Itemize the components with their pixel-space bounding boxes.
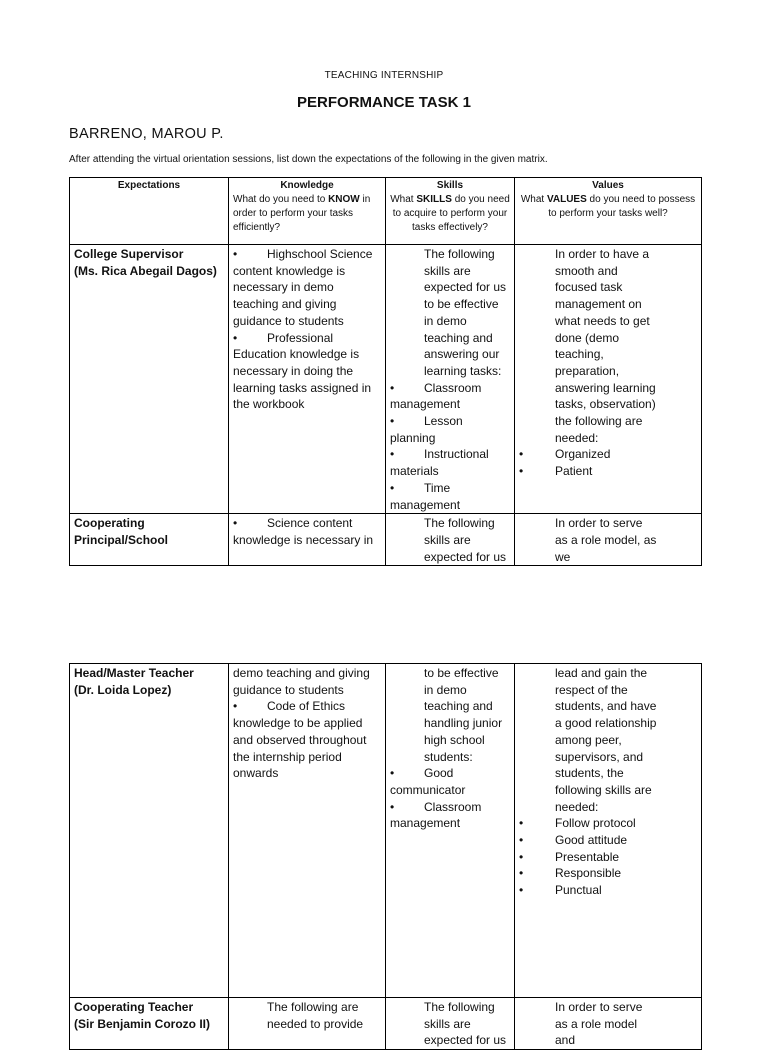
expectations-matrix-page2 xyxy=(69,663,702,1050)
header-values-q1: What xyxy=(520,194,547,205)
values-item: • Good attitude xyxy=(519,833,628,848)
skills-item: • Lesson planning xyxy=(390,414,463,445)
cell-principal-skills xyxy=(386,514,515,566)
values-intro: In order to serve as a role model and xyxy=(555,1000,643,1048)
expectations-matrix-page1 xyxy=(69,177,702,566)
values-item: • Responsible xyxy=(519,866,622,881)
skills-item: • Instructional materials xyxy=(390,447,489,479)
cell-principal-values xyxy=(515,514,702,566)
header-skills xyxy=(386,178,515,245)
knowledge-item-cont: demo teaching and giving guidance to students xyxy=(233,666,370,697)
knowledge-item: Professional Education knowledge is necessary in doing the learning tasks assigned in the workbook xyxy=(233,330,372,412)
header-skills-q-bold: SKILLS xyxy=(416,194,452,205)
header-skills-q2: do you need to acquire to perform your tasks effectively? xyxy=(392,194,510,233)
bullet-icon xyxy=(233,330,267,347)
values-intro: In order to serve as a role model, as we xyxy=(555,516,657,564)
bullet-icon: • xyxy=(390,766,395,781)
knowledge-intro: The following are needed to provide xyxy=(267,1000,364,1031)
values-intro: lead and gain the respect of the students, and have a good relationship among peer, supervisors, and students, the following skills are needed: xyxy=(555,666,657,814)
bullet-icon: • xyxy=(390,480,395,495)
bullet-icon: • xyxy=(390,799,395,814)
page-title: PERFORMANCE TASK 1 xyxy=(297,94,471,111)
principal-role: Cooperating xyxy=(74,516,145,531)
bullet-icon: • xyxy=(233,699,238,714)
header-skills-q1: What xyxy=(390,194,417,205)
row-cooperating-principal xyxy=(70,514,702,566)
skills-item: • Classroom management xyxy=(390,799,482,831)
values-item: • Follow protocol xyxy=(519,816,636,831)
bullet-icon: • xyxy=(519,816,524,831)
header-knowledge-q1: What do you need to xyxy=(233,194,329,205)
skills-intro: The following skills are expected for us xyxy=(424,516,507,564)
head-role: Head/Master Teacher xyxy=(74,666,194,680)
skills-intro: The following skills are expected for us to be effective in demo teaching and answering our learning tasks: xyxy=(424,247,507,378)
bullet-icon: • xyxy=(390,414,395,429)
student-name: BARRENO, MAROU P. xyxy=(69,126,224,142)
header-knowledge-q-bold: KNOW xyxy=(328,194,360,205)
principal-role-cont: Principal/School xyxy=(74,532,169,547)
bullet-icon: • xyxy=(519,883,524,898)
knowledge-item: Highschool Science content knowledge is necessary in demo teaching and giving guidance to students xyxy=(233,247,373,328)
header-values xyxy=(515,178,702,245)
skills-intro: to be effective in demo teaching and handling junior high school students: xyxy=(424,666,503,764)
header-knowledge-q2: in order to perform your tasks efficiently? xyxy=(233,194,371,233)
cell-principal-name xyxy=(70,514,229,566)
knowledge-item: • Science content knowledge is necessary in xyxy=(233,516,374,547)
values-item: • Punctual xyxy=(519,883,602,898)
bullet-icon: • xyxy=(390,447,395,462)
cell-principal-knowledge xyxy=(229,514,386,566)
skills-item: • Good communicator xyxy=(390,766,466,797)
header-skills-title: Skills xyxy=(436,180,464,191)
supervisor-name: (Ms. Rica Abegail Dagos) xyxy=(74,263,217,278)
header-knowledge-title: Knowledge xyxy=(280,180,334,191)
teacher-role: Cooperating Teacher xyxy=(74,1000,194,1014)
values-item: • Presentable xyxy=(519,849,620,864)
skills-item: • Time management xyxy=(390,480,461,512)
cell-head-name xyxy=(70,664,229,998)
cell-supervisor-skills xyxy=(386,245,515,514)
head-name: (Dr. Loida Lopez) xyxy=(74,682,172,697)
header-expectations-title: Expectations xyxy=(117,180,181,191)
header-knowledge xyxy=(229,178,386,245)
values-intro: In order to have a smooth and focused task management on what needs to get done (demo teaching, preparation, answering learning tasks, observation) the following are needed: xyxy=(555,247,656,445)
supervisor-role: College Supervisor xyxy=(74,247,184,261)
cell-supervisor-knowledge xyxy=(229,245,386,514)
bullet-icon xyxy=(233,246,267,263)
values-item: • Organized xyxy=(519,447,611,462)
bullet-icon: • xyxy=(519,464,524,479)
course-label: TEACHING INTERNSHIP xyxy=(324,70,444,81)
cell-supervisor-values xyxy=(515,245,702,514)
instruction-text: After attending the virtual orientation sessions, list down the expectations of the following in the given matrix. xyxy=(69,154,548,165)
header-values-q-bold: VALUES xyxy=(546,194,587,205)
header-expectations xyxy=(70,178,229,245)
cell-head-knowledge xyxy=(229,664,386,998)
bullet-icon: • xyxy=(519,447,524,462)
cell-head-skills xyxy=(386,664,515,998)
skills-item: • Classroom management xyxy=(390,380,482,412)
bullet-icon: • xyxy=(519,866,524,881)
values-item: • Patient xyxy=(519,464,593,479)
matrix-header-row xyxy=(70,178,702,245)
bullet-icon: • xyxy=(519,833,524,848)
row-head-teacher xyxy=(70,664,702,998)
row-college-supervisor xyxy=(70,245,702,514)
cell-head-values xyxy=(515,664,702,998)
bullet-icon: • xyxy=(519,849,524,864)
teacher-name: (Sir Benjamin Corozo II) xyxy=(74,1016,211,1031)
skills-intro: The following skills are expected for us xyxy=(424,1000,507,1048)
bullet-icon: • xyxy=(233,516,238,531)
header-values-title: Values xyxy=(592,180,624,191)
knowledge-item: • Code of Ethics knowledge to be applied and observed throughout the internship period onwards xyxy=(233,699,367,781)
cell-supervisor-name xyxy=(70,245,229,514)
bullet-icon: • xyxy=(390,380,395,395)
header-values-q2: do you need to possess to perform your tasks well? xyxy=(548,194,696,219)
